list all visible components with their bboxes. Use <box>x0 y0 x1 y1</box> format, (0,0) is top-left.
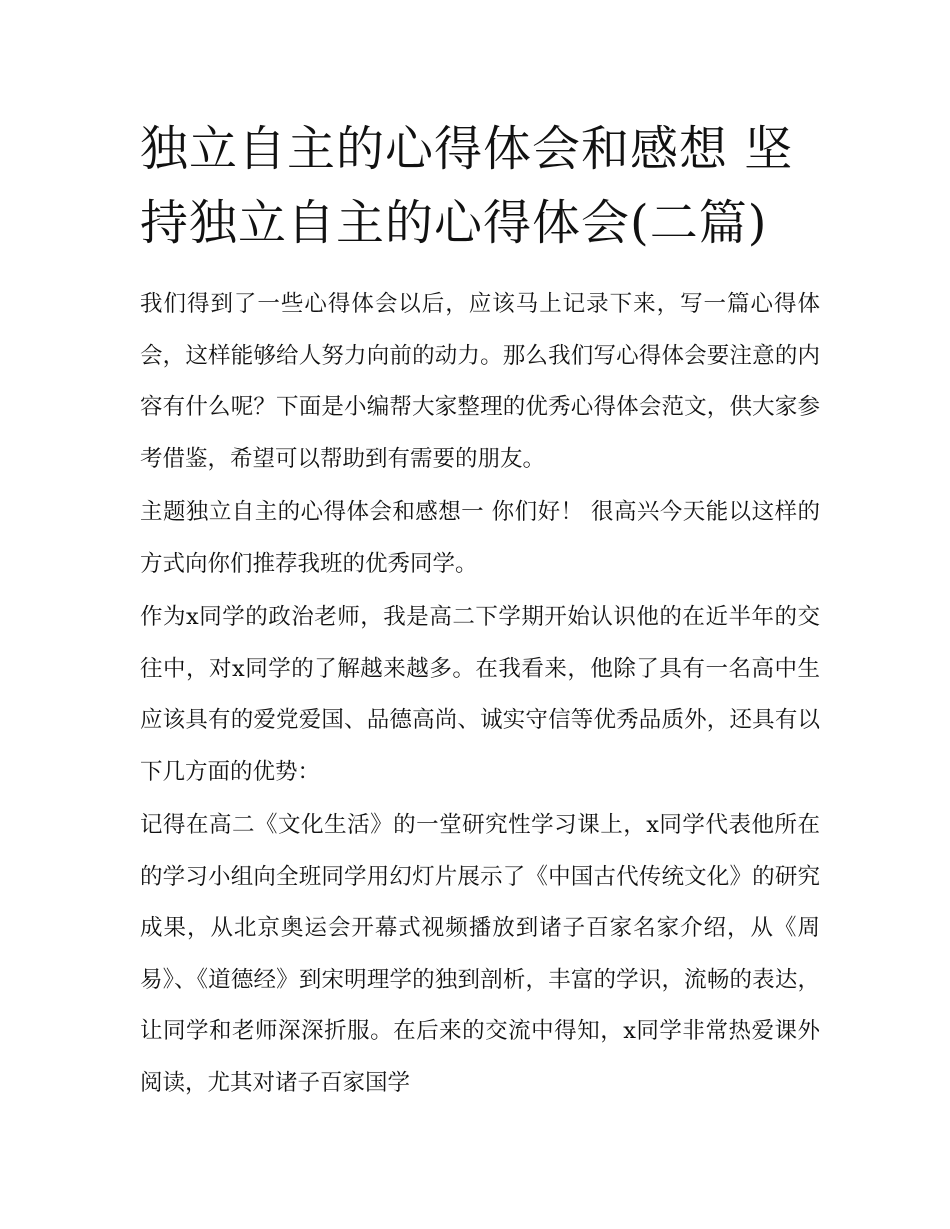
document-body <box>140 279 820 1111</box>
document-title: 独立自主的心得体会和感想 坚持独立自主的心得体会(二篇) <box>140 121 794 251</box>
class-memory-paragraph: 记得在高二《文化生活》的一堂研究性学习课上，x同学代表他所在的学习小组向全班同学用幻灯片展示了《中国古代传统文化》的研究成果，从北京奥运会开幕式视频播放到诸子百家名家介绍，从《周易》、《道德经》到宋明理学的独到剖析，丰富的学识，流畅的表达，让同学和老师深深折服。在后来的交流中得知，x同学非常热爱课外阅读，尤其对诸子百家国学 <box>140 812 820 1096</box>
greeting-paragraph: 主题独立自主的心得体会和感想一 你们好！ 很高兴今天能以这样的方式向你们推荐我班的优秀同学。 <box>140 499 820 577</box>
intro-paragraph: 我们得到了一些心得体会以后，应该马上记录下来，写一篇心得体会，这样能够给人努力向前的动力。那么我们写心得体会要注意的内容有什么呢？下面是小编帮大家整理的优秀心得体会范文，供大家参考借鉴，希望可以帮助到有需要的朋友。 <box>140 291 820 472</box>
teacher-intro-paragraph: 作为x同学的政治老师，我是高二下学期开始认识他的在近半年的交往中，对x同学的了解越来越多。在我看来，他除了具有一名高中生应该具有的爱党爱国、品德高尚、诚实守信等优秀品质外，还具有以下几方面的优势： <box>140 604 820 785</box>
